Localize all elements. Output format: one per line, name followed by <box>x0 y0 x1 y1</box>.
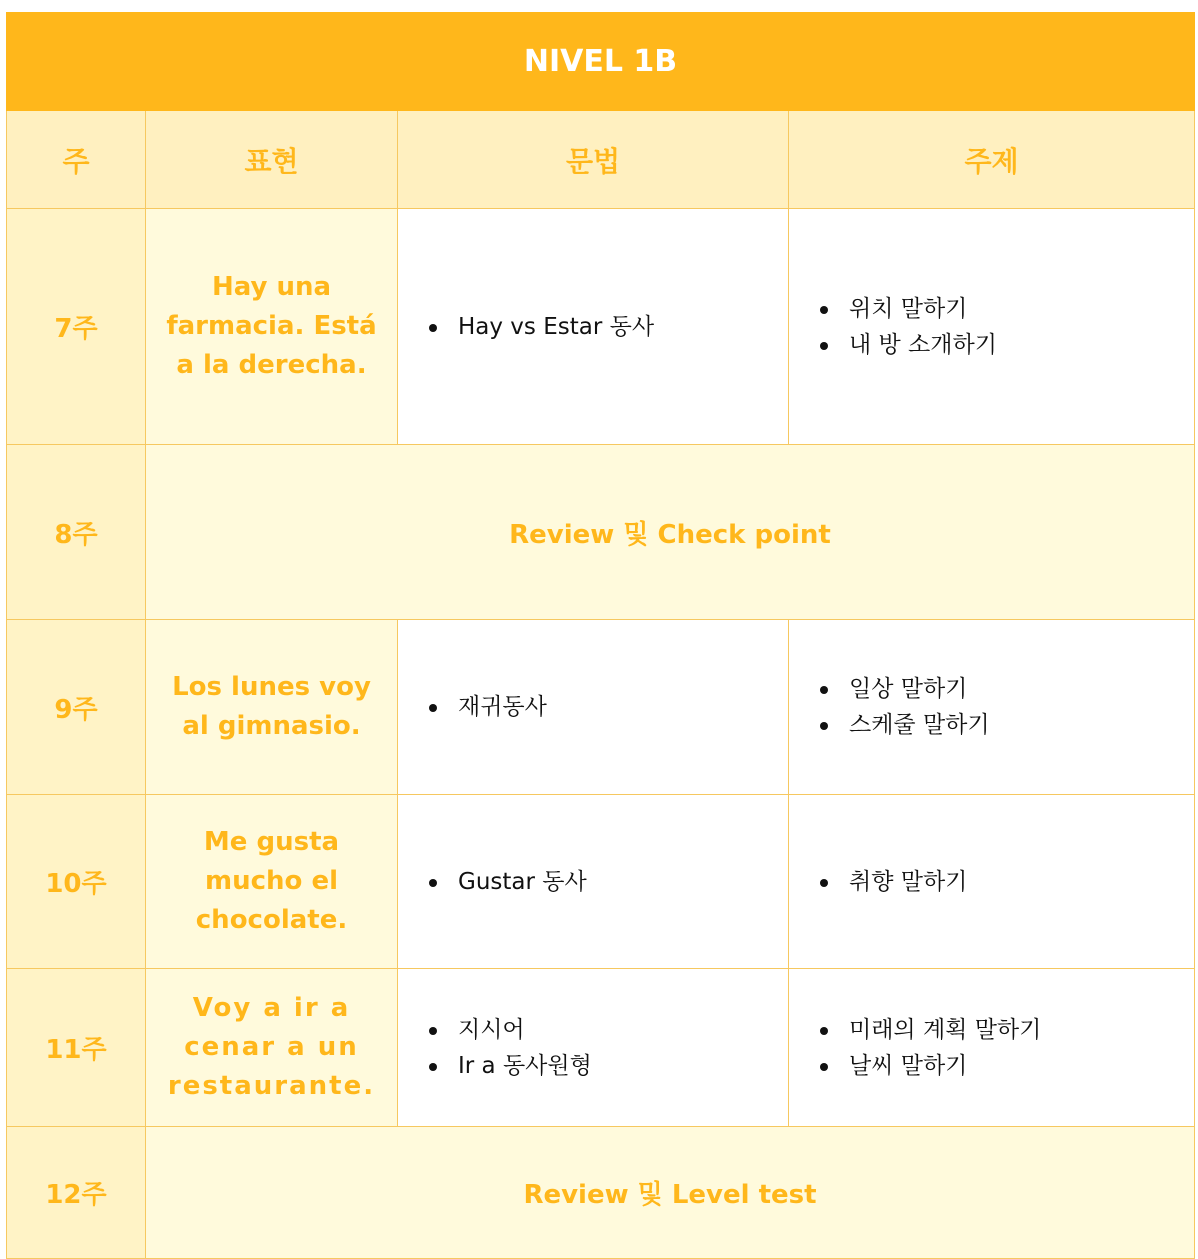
table-row <box>7 795 1195 969</box>
grammar-cell <box>398 209 789 445</box>
grammar-item: Ir a 동사원형 <box>458 1048 788 1084</box>
topic-item: 내 방 소개하기 <box>849 327 1194 363</box>
week-label: 9주 <box>7 620 146 795</box>
header-expression: 표현 <box>146 111 398 209</box>
curriculum-table <box>6 12 1195 1259</box>
expression-text: Voy a ir a cenar a un restaurante. <box>146 969 398 1127</box>
grammar-item: Gustar 동사 <box>458 864 788 900</box>
grammar-cell <box>398 620 789 795</box>
table-row <box>7 620 1195 795</box>
topic-cell <box>789 620 1195 795</box>
topic-item: 스케줄 말하기 <box>849 707 1194 743</box>
expression-text: Hay una farmacia. Está a la derecha. <box>146 209 398 445</box>
grammar-cell <box>398 795 789 969</box>
expression-text: Los lunes voy al gimnasio. <box>146 620 398 795</box>
table-row <box>7 1127 1195 1259</box>
topic-item: 취향 말하기 <box>849 864 1194 900</box>
week-label: 8주 <box>7 445 146 620</box>
table-title: NIVEL 1B <box>7 13 1195 111</box>
grammar-item: 재귀동사 <box>458 689 788 725</box>
topic-item: 위치 말하기 <box>849 291 1194 327</box>
expression-text: Me gusta mucho el chocolate. <box>146 795 398 969</box>
table-row <box>7 209 1195 445</box>
table-row <box>7 969 1195 1127</box>
week-label: 7주 <box>7 209 146 445</box>
week-label: 12주 <box>7 1127 146 1259</box>
review-banner: Review 및 Check point <box>146 445 1195 620</box>
header-grammar: 문법 <box>398 111 789 209</box>
topic-cell <box>789 969 1195 1127</box>
header-week: 주 <box>7 111 146 209</box>
review-banner: Review 및 Level test <box>146 1127 1195 1259</box>
topic-item: 일상 말하기 <box>849 671 1194 707</box>
grammar-item: Hay vs Estar 동사 <box>458 309 788 345</box>
topic-item: 미래의 계획 말하기 <box>849 1012 1194 1048</box>
grammar-item: 지시어 <box>458 1012 788 1048</box>
week-label: 11주 <box>7 969 146 1127</box>
grammar-cell <box>398 969 789 1127</box>
header-topic: 주제 <box>789 111 1195 209</box>
table-row <box>7 445 1195 620</box>
topic-cell <box>789 209 1195 445</box>
week-label: 10주 <box>7 795 146 969</box>
topic-item: 날씨 말하기 <box>849 1048 1194 1084</box>
topic-cell <box>789 795 1195 969</box>
header-row <box>7 111 1195 209</box>
